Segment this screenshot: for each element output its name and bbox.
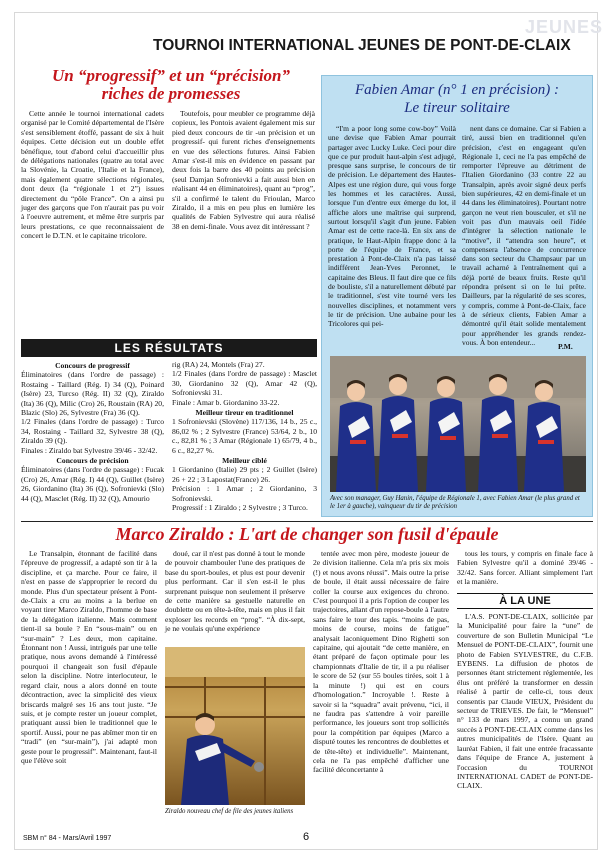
article3-body-1: Le Transalpin, étonnant de facilité dans l'épreuve de progressif, a adapté son tir à la discipline, et ça marche. Pour ce faire, il n'est en passe de s'approprier le record du monde. Plus d'un spectateur présent à Pont-de-Claix a cru au moins a la berlue en voyant tirer Marco Ziraldo, l'homme de base de la délégation italienne. Mais comment tient-il sa boule ? En “sous-main” ou en “sur-main” ? Les deux, mon capitaine. Étonnant non ! Aussi, intrigués par une telle pratique, nous avons demandé à l'intéressé pourquoi il changeait son fusil d'épaule selon la discipline. Notre interlocuteur, le regard clair, nous a alors donné en toute décontraction, avec la simplicité des vieux briscards malgré ses 16 ans tout juste. “Je suis, et je compte rester un joueur complet, pratiquant aussi bien le traditionnel que le sportif. Aussi, pour ne pas abîmer mon tir en “tradi” (en “sur-main”), j'ai adapté mon geste pour le progressif”. Maintenant, faut-il que l'élève soit [21, 549, 157, 765]
article1-title-line1: Un “progressif” et un “précision” [51, 66, 291, 85]
resultats-line: Progressif : 1 Ziraldo ; 2 Sylvestre ; 3 Turco. [172, 503, 308, 513]
resultats-heading: LES RÉSULTATS [21, 339, 317, 357]
article3-body-3: tentée avec mon père, modeste joueur de 2e division italienne. Cela m'a pris six mois (!) et nous avons réussi”. Mais outre la prise de boule, il était aussi nécessaire de faire coller la course aux exigences du chrono. C'est pourquoi il a pris l'option de couper les trajectoires, allant d'un repose-boule à l'autre sans faire le tour des tapis. “moins de pas, moins de course, moins de fatigue” analysait laconiquement Dino Righetti son capitaine, qui ajoutait “de cette manière, en étant préparé de façon optimale pour les championnats d'Italie de tir, il a pu réaliser le score de 52 (sur 55 boules tirées, soit 1 à la minute !) qui est en cours d'homologation.” Incroyable !. Reste à savoir si la “squadra” avait prévenu, “ici, il ne faudra pas s'attendre à voir pareille performance, les joueurs sont trop sollicités pour la compétition par équipes (Marco a disputé toutes les rencontres de doublettes et de tête-tête) et individuelle”. Maintenant, cela ne l'a pas empêché d'afficher une facilité déconcertante à [313, 549, 449, 775]
ghost-header-text: JEUNES [524, 17, 603, 37]
article3-title: Marco Ziraldo : L'art de changer son fusil d'épaule [115, 524, 499, 544]
resultats-line: 1 Sofronievski (Slovène) 117/136, 14 b., 25 c., 86,02 % ; 2 Sylvestre (France) 53/64, 2 b., 10 c., 82,81 % ; 3 Amar (Régionale 1) 65/79, 4 b., 6 c., 82,27 %. [172, 417, 317, 455]
article3-column-1 [21, 549, 157, 827]
article3-column-4 [457, 549, 593, 589]
article1-column-1 [21, 109, 164, 337]
resultats-line: 1 Giordanino (Italie) 29 pts ; 2 Guillet (Isère) 26 + 22 ; 3 Lapostat(France) 26. [172, 465, 317, 484]
alaune-body-wrap [457, 612, 593, 822]
page-number: 6 [303, 831, 310, 843]
article2-title-line2: Le tireur solitaire [404, 100, 510, 116]
page-title: TOURNOI INTERNATIONAL JEUNES DE PONT-DE-CLAIX [153, 37, 571, 54]
article1-title [21, 67, 321, 103]
alaune-box [457, 593, 593, 822]
article1-body-1: Cette année le tournoi international cadets organisé par le Comité départemental de l'Isère s'est sensiblement étoffé, passant de six à huit équipes. Cette décision eut un double effet bénéfique, tout d'abord celui d'accueillir plus de délégations nationales (quatre au total avec la Slovénie, la Croatie, l'Italie et la France), mais également quatre sélections régionales, dont deux (la “régionale 1 et 2”) issues directement du “pôle France”. On a ainsi pu juger des garçons que l'on n'aurait pas pu voir à l'oeuvre autrement, et même être surpris par leurs prestations, ce que reconnaissaient de concert le D.T.N. et le capitaine tricolore. [21, 109, 164, 241]
article2-body-2: nent dans ce domaine. Car si Fabien a tiré, aussi bien en traditionnel qu'en précision, c'est en engageant qu'en Régionale 1, ceci ne l'a pas empêché de remporter l'épreuve au détriment de l'Italien Giordanino (33 contre 22 au Transalpin, après avoir signé deux perfs bien supérieures, 42 en demi-finale et un 44 dans les éliminatoires). Pourtant notre garçon ne veut rien bousculer, et s'il ne voit pas d'un mauvais oeil l'idée d'intégrer la sélection nationale le “motive”, il “attendra son heure”, et compensera l'absence de concurrence dans son secteur du Champsaur par un travail acharné à l'entraînement qui a déjà porté de beaux fruits. Reste qu'il répondra présent si on le lui prête. Dailleurs, par la régularité de ses scores, y compris, comme à Pont-de-Claix, face à de sérieux clients, Fabien Amar a démontré qu'il était solide mentalement pour appréhender les grands rendez-vous. À bon entendeur... [462, 124, 586, 347]
resultats-line: 1/2 Finales (dans l'ordre de passage) : Turco 34, Rostaing - Taillard 32, Sylvestre 38 (Q), Ziraldo 39 (Q). [21, 417, 164, 446]
team-photo-drawing [330, 356, 586, 492]
resultats-subheading: Concours de précision [56, 456, 129, 466]
resultats-subheading: Concours de progressif [55, 361, 130, 370]
article1-title-line2: riches de promesses [101, 84, 241, 103]
ziraldo-photo-drawing [165, 647, 305, 805]
article2-body-1: “I'm a poor long some cow-boy” Voilà une devise que Fabien Amar pourrait partager avec Lucky Luke. Ceci pour dire que ce pur produit haut-alpin s'est adjugé, presque sans surprise, le concours de tir de précision. Le département des Hautes-Alpes est une région dure, qui vous forge les hommes et les caractères. Aussi, lorsque l'un d'entre eux émerge du lot, il affiche alors une maîtrise qui surprend, surtout lorsqu'il s'agit d'un jeune. Fabien Amar est de cette race-là. En six ans de pratique, le Haut-Alpin frappe donc à la porte de l'équipe de France, et sa prestation à Pont-de-Claix n'a pas laissé indifférent Jean-Yves Peronnet, le capitaine des Bleus. Il faut dire que ce fils de bouliste, s'il a naturellement débuté par le traditionnel, s'est vite tourné vers les nouvelles disciplines, et notamment vers le tir de précision. Une aubaine pour les Tricolores qui pei- [328, 124, 456, 329]
team-photo [330, 356, 586, 492]
article3-column-3 [313, 549, 449, 827]
resultats-line: Finale : Amar b. Giordanino 33-22. [172, 397, 280, 407]
resultats-subheading: Meilleur tireur en traditionnel [195, 408, 294, 418]
article3-body-2: doué, car il n'est pas donné à tout le monde de pouvoir chambouler l'une des pratiques de base du sport-boules, et plus est pour devenir plus performant. Car il s'en est-il le plus surprenant puisque non seulement il préserve de cette manière sa gestuelle naturelle en doublette ou en tête-à-tête, mais en plus il fait exploser les records en “prog”. “À dix-sept, je ne voulais qu'une expérience [165, 549, 305, 634]
article2-box [321, 75, 593, 517]
team-photo-caption: Avec son manager, Guy Hanin, l'équipe de Régionale 1, avec Fabien Amar (le plus grand et le 1er à gauche), vainqueur du tir de précision [330, 495, 580, 511]
resultats-column-2 [172, 360, 317, 513]
article1-body-2: Toutefois, pour meubler ce programme déjà copieux, les Pontois avaient également mis sur pied deux concours de tir -un précision et un progressif- qui furent riches d'enseignements en vue des sélections futures. Ainsi Fabien Amar s'est-il mis en évidence en passant par deux fois la barre des 40 points au précision (seul Damjan Sofronievki a fait aussi bien en réalisant 44 en éliminatoires), quant au “prog”, s'il a confirmé le talent du Frioulan, Marco Ziraldo, il a mis en peu plus en lumière les qualités de Fabien Sylvestre qui aura réalisé 38 en demi-finale. Vous avez dit intéressant ? [172, 109, 315, 231]
article2-signature: P.M. [558, 342, 573, 351]
page-header [15, 13, 599, 63]
section-divider [21, 521, 593, 522]
resultats-line: Finales : Ziraldo bat Sylvestre 39/46 - 32/42. [21, 445, 158, 455]
footer-magazine-issue: SBM n° 84 - Mars/Avril 1997 [23, 835, 112, 842]
magazine-page [14, 12, 603, 850]
resultats-line: 1/2 Finales (dans l'ordre de passage) : Masclet 30, Giordanino 32 (Q), Amar 42 (Q), Sofronievski 31. [172, 369, 317, 398]
resultats-line: rig (RA) 24, Montels (Fra) 27. [172, 360, 265, 369]
article3-column-2 [165, 549, 305, 645]
ziraldo-photo-caption: Ziraldo nouveau chef de file des jeunes italiens [165, 808, 294, 815]
article2-title-line1: Fabien Amar (n° 1 en précision) : [354, 82, 560, 98]
resultats-line: Éliminatoires (dans l'ordre de passage) : Fucak (Cro) 26, Amar (Rég. I) 44 (Q), Guillet (Isère) 26, Giordanino (Ita) 36 (Q), Sofronievki (Slo) 44 (Q), Masclet (Rég. II) 32 (Q), Amourio [21, 465, 164, 503]
resultats-subheading: Meilleur ciblé [222, 456, 267, 466]
ziraldo-photo [165, 647, 305, 805]
article1-column-2 [172, 109, 315, 337]
article3-body-4: tous les tours, y compris en finale face à Fabien Sylvestre qu'il a dominé 39/46 - 32/42. Sans forcer. Alliant simplement l'art et la manière. [457, 549, 593, 587]
resultats-line: Précision : 1 Amar ; 2 Giordanino, 3 Sofronievski. [172, 484, 317, 503]
resultats-line: Éliminatoires (dans l'ordre de passage) : Rostaing - Taillard (Rég. I) 34 (Q), Poinard (Isère) 23, Turcso (Rég. II) 32 (Q), Ziraldo (Ita) 36 (Q), Milic (Cro) 26, Roustain (RA) 20, Blazic (Slo) 26, Sylvestre (Fra) 36 (Q). [21, 370, 164, 418]
alaune-heading: À LA UNE [457, 593, 593, 609]
alaune-body: L'A.S. PONT-DE-CLAIX, sollicitée par la Municipalité pour faire la “une” de couverture de son Bulletin Municipal “Le Mensuel de PONT-DE-CLAIX”, fournit une photo de Fabien SYLVESTRE, du C.F.B. EYBENS. La diffusion de photos de personnes étant strictement réglementée, les élus ont préféré la transformer en dessin réalisé à partir de celle-ci, tous deux consentis par Claude VIEUX, Président du secteur de TRIEVES. De fait, le “Mensuel” n° 133 de mars 1997, a connu un grand succès à PONT-DE-CLAIX comme dans les autres municipalités de l'Isère. Quant au lauréat Fabien, il fait une entrée fracassante dans l'équipe de France A, justement à l'occasion du TOURNOI INTERNATIONAL CADET de PONT-DE-CLAIX. [457, 612, 593, 791]
resultats-column-1 [21, 360, 164, 510]
